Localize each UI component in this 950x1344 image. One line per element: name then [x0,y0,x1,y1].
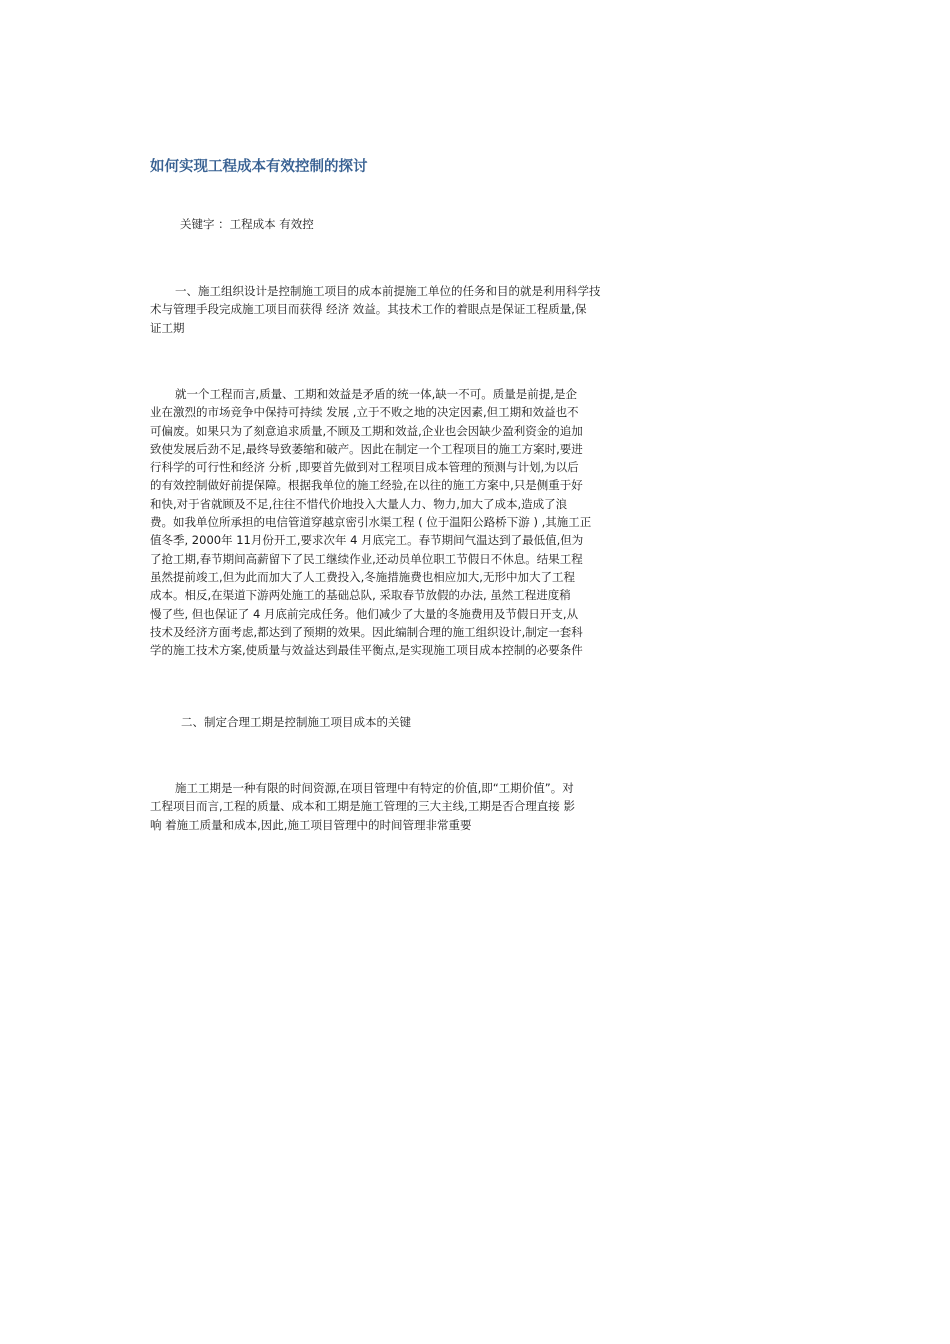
text-line: 值冬季, 2000年 11月份开工,要求次年 4 月底完工。春节期间气温达到了最低值,但为 [150,533,584,548]
text-line: 工程项目而言,工程的质量、成本和工期是施工管理的三大主线,工期是否合理直接 影 [150,799,575,814]
text-line: 虽然提前竣工,但为此而加大了人工费投入,冬施措施费也相应加大,无形中加大了工程 [150,569,575,584]
text-line: 响 着施工质量和成本,因此,施工项目管理中的时间管理非常重要 [150,817,472,832]
text-line: 慢了些, 但也保证了 4 月底前完成任务。他们减少了大量的冬施费用及节假日开支,从 [150,606,579,621]
section-2-heading: 二、制定合理工期是控制施工项目成本的关键 [181,715,411,729]
section-2-paragraph [150,779,575,834]
text-line: 致使发展后劲不足,最终导致萎缩和破产。因此在制定一个工程项目的施工方案时,要进 [150,441,583,456]
text-line: 技术及经济方面考虑,都达到了预期的效果。因此编制合理的施工组织设计,制定一套科 [150,624,583,639]
document-title: 如何实现工程成本有效控制的探讨 [150,159,368,175]
text-line: 和快,对于省就顾及不足,往往不惜代价地投入大量人力、物力,加大了成本,造成了浪 [150,496,568,511]
text-line: 费。如我单位所承担的电信管道穿越京密引水渠工程 ( 位于温阳公路桥下游 ) ,其施工正 [150,515,592,530]
text-line: 业在激烈的市场竞争中保持可持续 发展 ,立于不败之地的决定因素,但工期和效益也不 [150,405,579,420]
text-line: 成本。相反,在渠道下游两处施工的基础总队, 采取春节放假的办法, 虽然工程进度稍 [150,588,571,603]
text-line: 施工工期是一种有限的时间资源,在项目管理中有特定的价值,即“工期价值”。对 [175,781,574,795]
keywords-line: 关键字 ：工程成本 有效控 [180,217,314,231]
text-line: 行科学的可行性和经济 分析 ,即要首先做到对工程项目成本管理的预测与计划,为以后 [150,460,579,475]
section-1-paragraph [150,282,601,337]
text-line: 的有效控制做好前提保障。根据我单位的施工经验,在以往的施工方案中,只是侧重于好 [150,478,583,493]
text-line: 术与管理手段完成施工项目而获得 经济 效益。其技术工作的着眼点是保证工程质量,保 [150,302,587,317]
text-line: 了抢工期,春节期间高薪留下了民工继续作业,还动员单位职工节假日不休息。结果工程 [150,551,583,566]
text-line: 学的施工技术方案,使质量与效益达到最佳平衡点,是实现施工项目成本控制的必要条件 [150,643,583,658]
text-line: 就一个工程而言,质量、工期和效益是矛盾的统一体,缺一不可。质量是前提,是企 [175,387,577,401]
text-line: 可偏废。如果只为了刻意追求质量,不顾及工期和效益,企业也会因缺少盈利资金的追加 [150,423,583,438]
text-line: 证工期 [150,320,185,335]
text-line: 一、施工组织设计是控制施工项目的成本前提施工单位的任务和目的就是利用科学技 [175,284,601,298]
body-paragraph [150,385,591,659]
